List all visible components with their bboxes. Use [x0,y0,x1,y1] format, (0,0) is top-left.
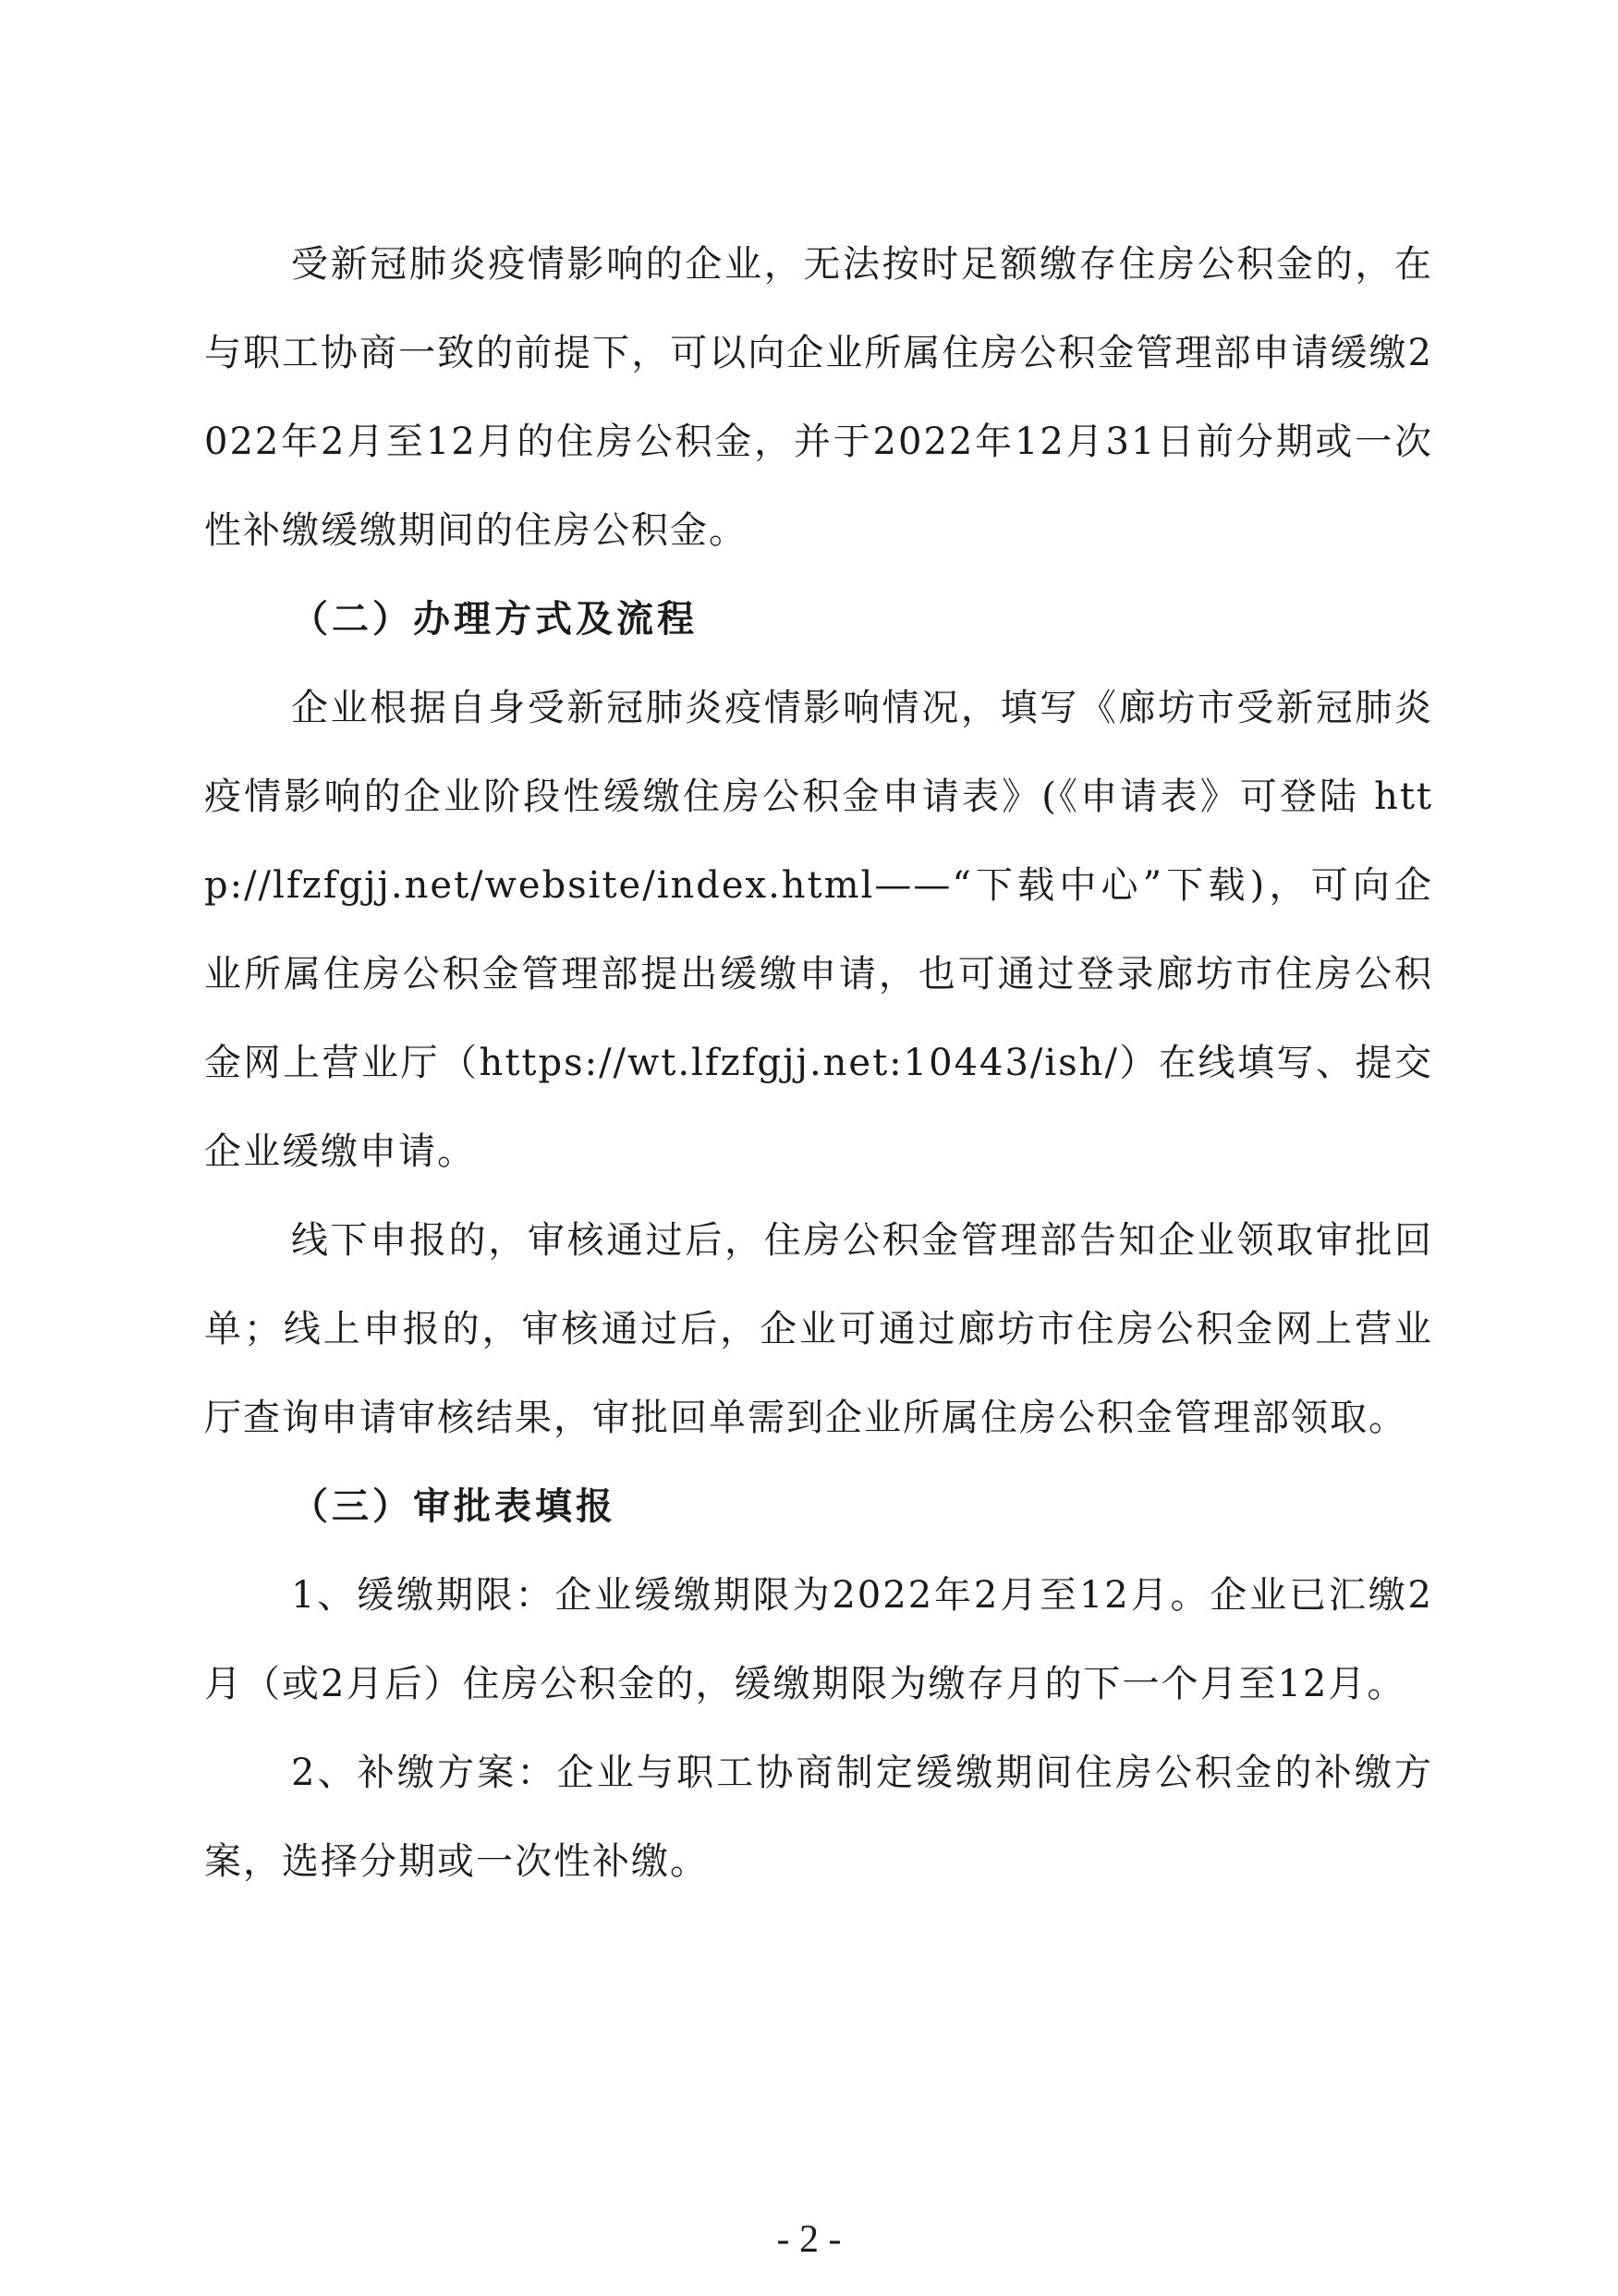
document-body [204,220,1433,1906]
paragraph-repayment-plan: 2、补缴方案：企业与职工协商制定缓缴期间住房公积金的补缴方案，选择分期或一次性补缴。 [204,1752,1433,1883]
section-heading-form-filling: （三）审批表填报 [291,1484,616,1528]
paragraph-deferral-eligibility: 受新冠肺炎疫情影响的企业，无法按时足额缴存住房公积金的，在与职工协商一致的前提下，可以向企业所属住房公积金管理部申请缓缴2022年2月至12月的住房公积金，并于2022年12月31日前分期或一次性补缴缓缴期间的住房公积金。 [204,243,1433,552]
page-number: - 2 - [776,2218,842,2261]
paragraph-approval-receipt: 线下申报的，审核通过后，住房公积金管理部告知企业领取审批回单；线上申报的，审核通过后，企业可通过廊坊市住房公积金网上营业厅查询申请审核结果，审批回单需到企业所属住房公积金管理部领取。 [204,1219,1433,1439]
paragraph-application-method: 企业根据自身受新冠肺炎疫情影响情况，填写《廊坊市受新冠肺炎疫情影响的企业阶段性缓缴住房公积金申请表》(《申请表》可登陆 http://lfzfgjj.net/website/index.html——“下载中心”下载)，可向企业所属住房公积金管理部提出缓缴申请，也可通过登录廊坊市住房公积金网上营业厅（https://wt.lfzfgjj.net:10443/ish/）在线填写、提交企业缓缴申请。 [204,687,1433,1173]
section-heading-procedure: （二）办理方式及流程 [291,597,698,641]
paragraph-deferral-period: 1、缓缴期限：企业缓缴期限为2022年2月至12月。企业已汇缴2月（或2月后）住房公积金的，缓缴期限为缴存月的下一个月至12月。 [204,1574,1433,1705]
